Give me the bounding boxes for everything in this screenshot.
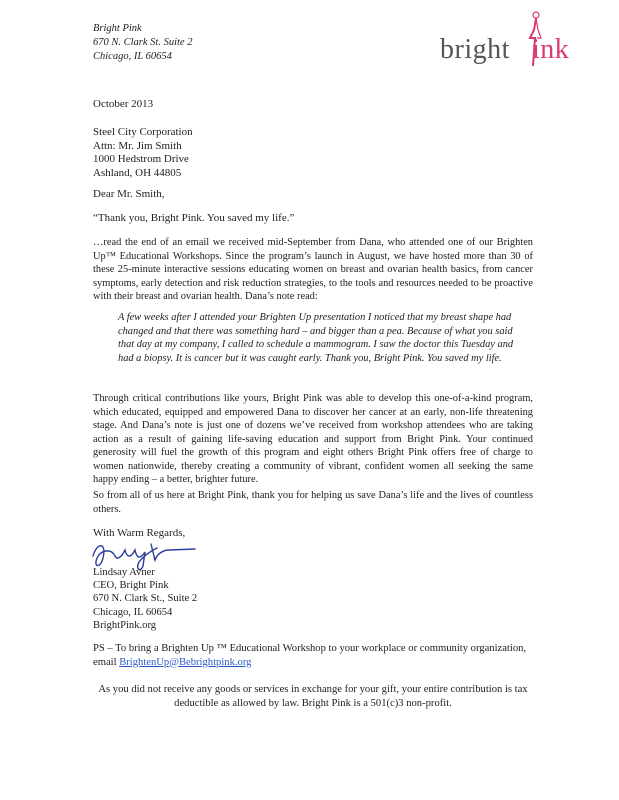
salutation: Dear Mr. Smith,	[93, 188, 165, 200]
signer-title: CEO, Bright Pink	[93, 580, 169, 592]
logo-word-bright: bright	[440, 34, 510, 65]
body-paragraph-1: …read the end of an email we received mid-September from Dana, who attended one of our Brighten Up™ Educational Workshops. Since the program’s launch in August, we have hosted more than 30 of these 25-minute interactive sessions educating women on breast and ovarian health basics, from cancer symptoms, early detection and risk reduction strategies, to the tools and resources needed to be proactive with their breast and ovarian health. Dana’s note read:	[93, 237, 533, 302]
testimonial-quote: A few weeks after I attended your Brighten Up presentation I noticed that my breast shape had changed and that there was something hard – and bigger than a pea. Because of what you said that day at my company, I called to schedule a mammogram. I saw the doctor this Tuesday and had a biopsy. It is cancer but it was caught early. Thank you, Bright Pink. You saved my life.	[118, 312, 514, 364]
email-link[interactable]: BrightenUp@Bebrightpink.org	[119, 656, 252, 668]
recipient-attn: Attn: Mr. Jim Smith	[93, 139, 182, 152]
signer-block	[93, 566, 197, 632]
recipient-street: 1000 Hedstrom Drive	[93, 153, 189, 165]
postscript	[93, 642, 533, 669]
body-paragraph-3: So from all of us here at Bright Pink, thank you for helping us save Dana’s life and the lives of countless others.	[93, 490, 533, 515]
recipient-company: Steel City Corporation	[93, 126, 193, 138]
signer-city: Chicago, IL 60654	[93, 606, 173, 618]
bright-pink-logo	[440, 10, 590, 70]
sender-name: Bright Pink	[93, 23, 142, 34]
logo-word-pink: ink	[532, 34, 570, 65]
signer-name: Lindsay Avner	[93, 567, 155, 578]
sender-city: Chicago, IL 60654	[93, 51, 172, 62]
body-paragraph-2: Through critical contributions like yours, Bright Pink was able to develop this one-of-a-kind program, which educated, equipped and empowered Dana to discover her cancer at an early, non-life threatening stage. And Dana’s note is just one of dozens we’ve received from workshop attendees who are taking action as a result of gaining life-saving education and support from Bright Pink. Your continued generosity will fuel the growth of this program and eight others Bright Pink offers free of charge to women nationwide, thereby creating a community of vibrant, confident women all seeking the same happy ending – a better, brighter future.	[93, 393, 533, 485]
signer-street: 670 N. Clark St., Suite 2	[93, 593, 198, 605]
signer-website: BrightPink.org	[93, 619, 157, 631]
tax-note: As you did not receive any goods or services in exchange for your gift, your entire contribution is tax deductible as allowed by law. Bright Pink is a 501(c)3 non-profit.	[98, 684, 528, 709]
closing: With Warm Regards,	[93, 527, 186, 539]
recipient-address	[93, 126, 193, 180]
letter-date: October 2013	[93, 98, 154, 110]
postscript-text: PS – To bring a Brighten Up ™ Educational Workshop to your workplace or community organization, email	[93, 643, 527, 668]
sender-street: 670 N. Clark St. Suite 2	[93, 37, 193, 48]
recipient-city: Ashland, OH 44805	[93, 166, 182, 179]
opening-quote: “Thank you, Bright Pink. You saved my life.”	[93, 212, 295, 224]
sender-address	[93, 22, 192, 64]
